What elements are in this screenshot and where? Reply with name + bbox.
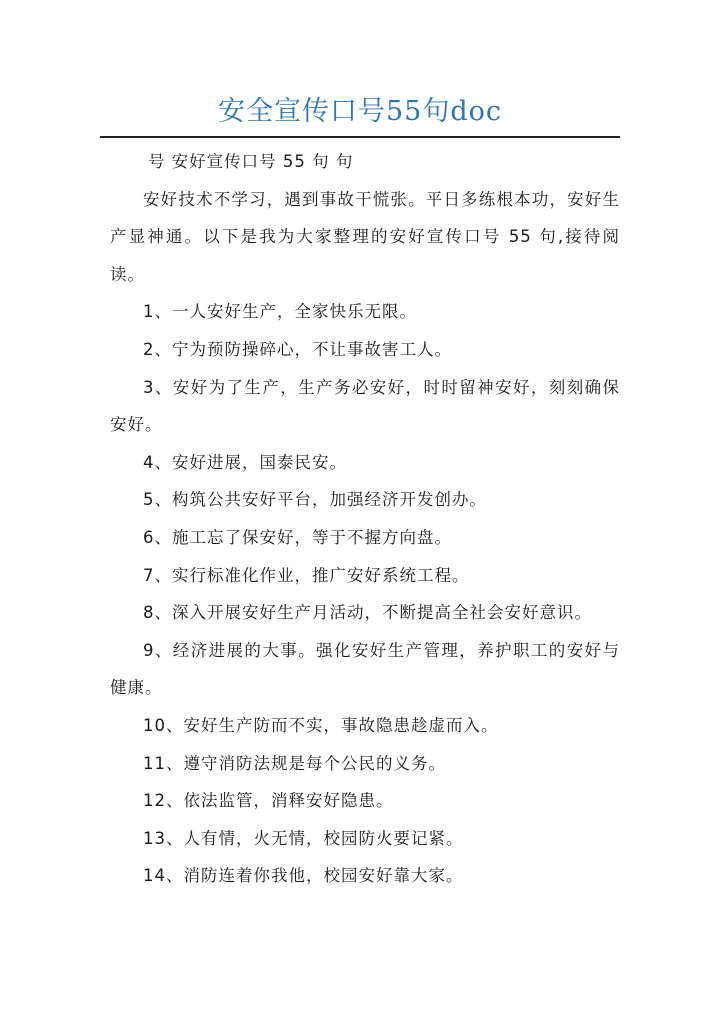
list-item: 4、安好进展，国泰民安。 bbox=[143, 452, 347, 472]
document-title: 安全宣传口号55句doc bbox=[217, 96, 503, 127]
document-body bbox=[110, 143, 620, 895]
list-item: 10、安好生产防而不实，事故隐患趁虚而入。 bbox=[143, 715, 499, 735]
intro-paragraph: 安好技术不学习，遇到事故干慌张。平日多练根本功，安好生产显神通。以下是我为大家整理的安好宣传口号 55 句,接待阅读。 bbox=[110, 189, 620, 284]
document-subtitle: 号 安好宣传口号 55 句 句 bbox=[147, 152, 354, 171]
list-item: 14、消防连着你我他，校园安好靠大家。 bbox=[143, 866, 464, 886]
list-item: 11、遵守消防法规是每个公民的义务。 bbox=[143, 753, 446, 773]
list-item: 2、宁为预防操碎心，不让事故害工人。 bbox=[143, 339, 452, 359]
list-item: 8、深入开展安好生产月活动，不断提高全社会安好意识。 bbox=[143, 603, 592, 623]
list-item: 7、实行标准化作业，推广安好系统工程。 bbox=[143, 565, 470, 585]
list-item: 6、施工忘了保安好，等于不握方向盘。 bbox=[143, 527, 452, 547]
list-item: 9、经济进展的大事。强化安好生产管理，养护职工的安好与健康。 bbox=[110, 640, 620, 698]
title-divider bbox=[100, 136, 620, 138]
list-item: 13、人有情，火无情，校园防火要记紧。 bbox=[143, 828, 464, 848]
list-item: 3、安好为了生产，生产务必安好，时时留神安好，刻刻确保安好。 bbox=[110, 377, 620, 435]
list-item: 1、一人安好生产，全家快乐无限。 bbox=[143, 302, 417, 322]
list-item: 5、构筑公共安好平台，加强经济开发创办。 bbox=[143, 490, 487, 510]
list-item: 12、依法监管，消释安好隐患。 bbox=[143, 791, 394, 811]
